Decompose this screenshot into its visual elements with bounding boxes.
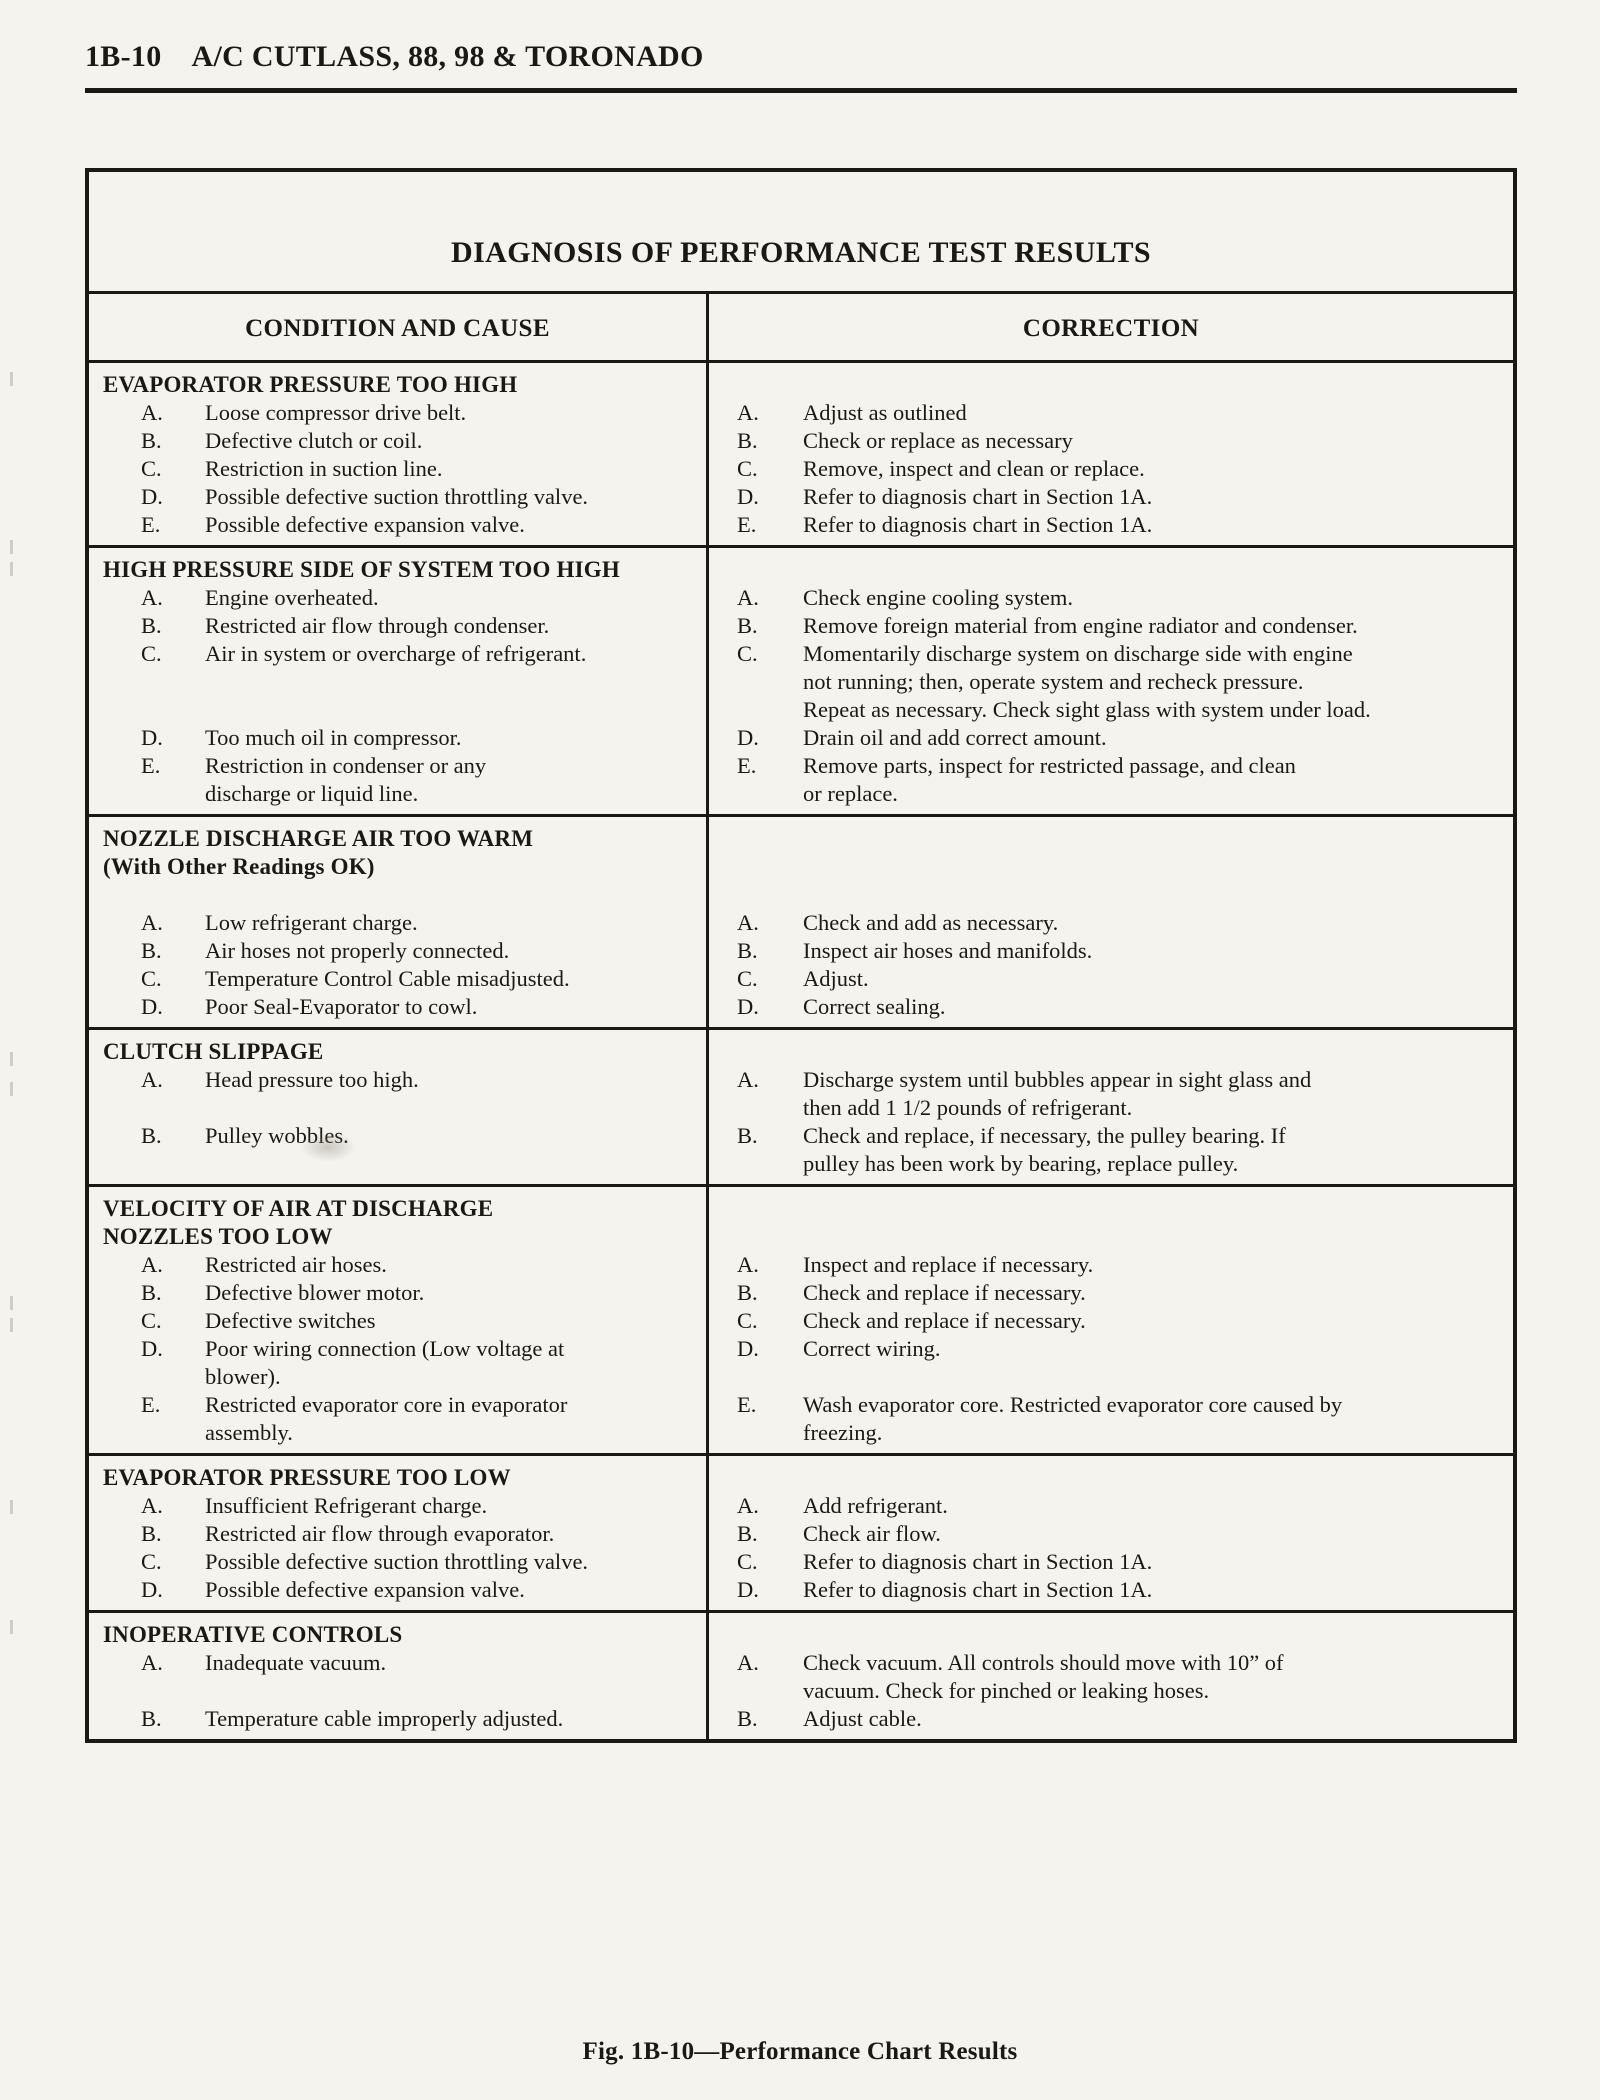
item-text: Adjust cable. <box>803 1706 922 1731</box>
item-letter: A. <box>737 910 759 935</box>
list-item <box>103 1335 700 1363</box>
item-letter: D. <box>737 1336 759 1361</box>
item-letter: B. <box>141 1280 162 1305</box>
condition-cell <box>89 817 706 1027</box>
item-text: Check air flow. <box>803 1521 941 1546</box>
spacer-line <box>709 371 1507 399</box>
item-letter: A. <box>141 1650 163 1675</box>
item-text: Repeat as necessary. Check sight glass with system under load. <box>803 697 1371 722</box>
item-text: Loose compressor drive belt. <box>205 400 467 425</box>
section-heading-text: VELOCITY OF AIR AT DISCHARGE <box>103 1196 494 1221</box>
item-text: or replace. <box>803 781 898 806</box>
correction-cell <box>706 1456 1513 1610</box>
column-header-row <box>89 294 1513 363</box>
section-heading-text: (With Other Readings OK) <box>103 854 375 879</box>
list-item <box>709 1279 1507 1307</box>
scan-artifact <box>10 372 13 386</box>
item-letter: C. <box>141 966 162 991</box>
list-item <box>709 1548 1507 1576</box>
item-letter: A. <box>737 1067 759 1092</box>
condition-cell <box>89 1613 706 1739</box>
item-text: Head pressure too high. <box>205 1067 419 1092</box>
section-heading-text: EVAPORATOR PRESSURE TOO HIGH <box>103 372 518 397</box>
table-row <box>89 548 1513 817</box>
item-text: Wash evaporator core. Restricted evaporator core caused by <box>803 1392 1343 1417</box>
item-letter: C. <box>737 641 758 666</box>
list-item <box>103 993 700 1021</box>
spacer-line <box>709 881 1507 909</box>
item-letter: B. <box>737 1706 758 1731</box>
table-title: DIAGNOSIS OF PERFORMANCE TEST RESULTS <box>89 172 1513 294</box>
item-letter: B. <box>141 1521 162 1546</box>
spacer-line <box>103 696 700 724</box>
section-heading-text: NOZZLE DISCHARGE AIR TOO WARM <box>103 826 534 851</box>
item-letter: A. <box>737 1493 759 1518</box>
section-heading <box>103 825 700 853</box>
item-letter: A. <box>141 910 163 935</box>
list-item <box>103 937 700 965</box>
list-item <box>709 1307 1507 1335</box>
item-continuation <box>709 1094 1507 1122</box>
spacer-line <box>709 1223 1507 1251</box>
list-item <box>103 965 700 993</box>
item-letter: D. <box>141 1577 163 1602</box>
item-text: Adjust as outlined <box>803 400 967 425</box>
item-text: Low refrigerant charge. <box>205 910 418 935</box>
item-letter: E. <box>141 512 161 537</box>
section-heading-text: EVAPORATOR PRESSURE TOO LOW <box>103 1465 511 1490</box>
section-heading <box>103 1195 700 1223</box>
correction-cell <box>706 1613 1513 1739</box>
section-heading <box>103 1223 700 1251</box>
item-text: Refer to diagnosis chart in Section 1A. <box>803 1577 1153 1602</box>
item-letter: B. <box>141 428 162 453</box>
condition-cell <box>89 1030 706 1184</box>
item-text: not running; then, operate system and recheck pressure. <box>803 669 1304 694</box>
item-text: vacuum. Check for pinched or leaking hoses. <box>803 1678 1210 1703</box>
item-letter: C. <box>737 966 758 991</box>
item-text: Remove foreign material from engine radiator and condenser. <box>803 613 1358 638</box>
item-text: Restricted air hoses. <box>205 1252 387 1277</box>
spacer-line <box>709 1464 1507 1492</box>
item-text: Check engine cooling system. <box>803 585 1073 610</box>
list-item <box>103 1492 700 1520</box>
item-letter: E. <box>141 753 161 778</box>
item-text: Pulley wobbles. <box>205 1123 349 1148</box>
condition-cell <box>89 1187 706 1453</box>
list-item <box>103 584 700 612</box>
correction-cell <box>706 548 1513 814</box>
section-heading <box>103 853 700 881</box>
list-item <box>709 965 1507 993</box>
item-text: Temperature Control Cable misadjusted. <box>205 966 570 991</box>
list-item <box>709 724 1507 752</box>
item-letter: B. <box>141 938 162 963</box>
list-item <box>709 584 1507 612</box>
item-text: freezing. <box>803 1420 883 1445</box>
section-heading-text: CLUTCH SLIPPAGE <box>103 1039 324 1064</box>
correction-cell <box>706 363 1513 545</box>
item-letter: B. <box>737 428 758 453</box>
item-letter: C. <box>141 1308 162 1333</box>
item-letter: B. <box>141 1123 162 1148</box>
item-text: discharge or liquid line. <box>205 781 419 806</box>
correction-cell <box>706 1187 1513 1453</box>
list-item <box>709 1122 1507 1150</box>
scan-artifact <box>10 1500 13 1514</box>
list-item <box>709 1251 1507 1279</box>
item-text: Possible defective expansion valve. <box>205 1577 525 1602</box>
condition-column-header: CONDITION AND CAUSE <box>245 315 550 342</box>
diagnosis-table <box>85 168 1517 1743</box>
item-letter: C. <box>141 1549 162 1574</box>
section-heading <box>103 371 700 399</box>
item-letter: A. <box>141 1252 163 1277</box>
scan-artifact <box>300 1132 356 1162</box>
list-item <box>103 1705 700 1733</box>
section-heading <box>103 1464 700 1492</box>
item-text: Poor Seal-Evaporator to cowl. <box>205 994 478 1019</box>
item-text: Correct wiring. <box>803 1336 941 1361</box>
spacer-line <box>103 668 700 696</box>
table-row <box>89 1187 1513 1456</box>
scan-artifact <box>10 1052 13 1066</box>
item-text: Refer to diagnosis chart in Section 1A. <box>803 512 1153 537</box>
spacer-line <box>103 881 700 909</box>
item-text: Possible defective expansion valve. <box>205 512 525 537</box>
condition-cell <box>89 548 706 814</box>
spacer-line <box>709 853 1507 881</box>
list-item <box>709 1576 1507 1604</box>
item-text: Inspect air hoses and manifolds. <box>803 938 1093 963</box>
item-text: Defective clutch or coil. <box>205 428 423 453</box>
item-letter: C. <box>737 456 758 481</box>
spacer-line <box>709 1621 1507 1649</box>
list-item <box>103 1520 700 1548</box>
item-continuation <box>103 780 700 808</box>
item-text: Engine overheated. <box>205 585 379 610</box>
item-letter: B. <box>737 1521 758 1546</box>
scan-artifact <box>10 1318 13 1332</box>
item-text: Restricted air flow through evaporator. <box>205 1521 555 1546</box>
spacer-line <box>709 825 1507 853</box>
item-continuation <box>709 780 1507 808</box>
item-continuation <box>709 1150 1507 1178</box>
item-letter: B. <box>141 1706 162 1731</box>
item-continuation <box>709 1419 1507 1447</box>
item-text: Check and replace, if necessary, the pulley bearing. If <box>803 1123 1286 1148</box>
item-text: Too much oil in compressor. <box>205 725 462 750</box>
spacer-line <box>709 1195 1507 1223</box>
item-text: Restriction in suction line. <box>205 456 443 481</box>
section-heading <box>103 556 700 584</box>
list-item <box>103 399 700 427</box>
table-body <box>89 363 1513 1739</box>
item-letter: B. <box>141 613 162 638</box>
list-item <box>103 1122 700 1150</box>
header-rule <box>85 88 1517 93</box>
list-item <box>103 511 700 539</box>
list-item <box>103 483 700 511</box>
item-text: Possible defective suction throttling valve. <box>205 484 589 509</box>
correction-column-header: CORRECTION <box>706 294 1513 360</box>
list-item <box>709 1520 1507 1548</box>
list-item <box>103 752 700 780</box>
scan-artifact <box>10 540 13 554</box>
list-item <box>709 1492 1507 1520</box>
list-item <box>709 1335 1507 1363</box>
table-row <box>89 817 1513 1030</box>
list-item <box>709 1066 1507 1094</box>
item-text: assembly. <box>205 1420 293 1445</box>
item-letter: C. <box>737 1549 758 1574</box>
list-item <box>103 1251 700 1279</box>
item-text: Temperature cable improperly adjusted. <box>205 1706 564 1731</box>
list-item <box>103 1391 700 1419</box>
spacer-line <box>709 1363 1507 1391</box>
item-continuation <box>103 1419 700 1447</box>
spacer-line <box>709 1038 1507 1066</box>
list-item <box>709 993 1507 1021</box>
item-letter: E. <box>737 512 757 537</box>
item-text: Air in system or overcharge of refrigerant. <box>205 641 587 666</box>
section-heading <box>103 1038 700 1066</box>
scan-artifact <box>10 1296 13 1310</box>
figure-caption: Fig. 1B-10—Performance Chart Results <box>582 2038 1018 2065</box>
table-row <box>89 363 1513 548</box>
item-text: Poor wiring connection (Low voltage at <box>205 1336 565 1361</box>
list-item <box>103 1307 700 1335</box>
list-item <box>709 1705 1507 1733</box>
page-number: 1B-10 <box>85 40 162 73</box>
item-text: Inspect and replace if necessary. <box>803 1252 1094 1277</box>
item-text: Correct sealing. <box>803 994 946 1019</box>
item-text: Defective blower motor. <box>205 1280 425 1305</box>
list-item <box>103 455 700 483</box>
table-row <box>89 1456 1513 1613</box>
list-item <box>709 1391 1507 1419</box>
item-letter: D. <box>737 725 759 750</box>
item-letter: D. <box>737 994 759 1019</box>
item-text: Check vacuum. All controls should move with 10” of <box>803 1650 1284 1675</box>
item-text: Momentarily discharge system on discharge side with engine <box>803 641 1353 666</box>
table-row <box>89 1613 1513 1739</box>
list-item <box>103 640 700 668</box>
item-text: Remove, inspect and clean or replace. <box>803 456 1145 481</box>
item-letter: A. <box>737 1252 759 1277</box>
item-text: Restricted evaporator core in evaporator <box>205 1392 568 1417</box>
item-text: then add 1 1/2 pounds of refrigerant. <box>803 1095 1133 1120</box>
item-text: Restriction in condenser or any <box>205 753 487 778</box>
item-continuation <box>709 696 1507 724</box>
list-item <box>709 640 1507 668</box>
item-text: blower). <box>205 1364 281 1389</box>
list-item <box>103 1066 700 1094</box>
page-title: A/C CUTLASS, 88, 98 & TORONADO <box>191 40 704 73</box>
item-text: Adjust. <box>803 966 869 991</box>
item-text: Check or replace as necessary <box>803 428 1073 453</box>
item-letter: D. <box>141 1336 163 1361</box>
item-text: Drain oil and add correct amount. <box>803 725 1107 750</box>
item-letter: B. <box>737 938 758 963</box>
item-letter: B. <box>737 1280 758 1305</box>
list-item <box>103 724 700 752</box>
item-text: Remove parts, inspect for restricted passage, and clean <box>803 753 1296 778</box>
list-item <box>709 455 1507 483</box>
condition-cell <box>89 363 706 545</box>
section-heading-text: INOPERATIVE CONTROLS <box>103 1622 403 1647</box>
section-heading <box>103 1621 700 1649</box>
item-letter: D. <box>141 994 163 1019</box>
item-letter: A. <box>141 585 163 610</box>
item-text: Check and add as necessary. <box>803 910 1059 935</box>
spacer-line <box>709 556 1507 584</box>
section-heading-text: HIGH PRESSURE SIDE OF SYSTEM TOO HIGH <box>103 557 620 582</box>
item-continuation <box>709 1677 1507 1705</box>
item-text: Insufficient Refrigerant charge. <box>205 1493 488 1518</box>
scan-artifact <box>10 1082 13 1096</box>
item-letter: B. <box>737 1123 758 1148</box>
list-item <box>709 511 1507 539</box>
item-text: Possible defective suction throttling valve. <box>205 1549 589 1574</box>
item-letter: A. <box>141 1493 163 1518</box>
item-letter: C. <box>141 641 162 666</box>
item-letter: A. <box>737 400 759 425</box>
item-letter: C. <box>141 456 162 481</box>
list-item <box>103 612 700 640</box>
item-letter: D. <box>141 725 163 750</box>
list-item <box>709 483 1507 511</box>
item-letter: A. <box>737 1650 759 1675</box>
correction-cell <box>706 1030 1513 1184</box>
list-item <box>103 909 700 937</box>
list-item <box>709 612 1507 640</box>
table-row <box>89 1030 1513 1187</box>
list-item <box>709 937 1507 965</box>
item-letter: B. <box>737 613 758 638</box>
item-letter: A. <box>141 400 163 425</box>
section-heading-text: NOZZLES TOO LOW <box>103 1224 333 1249</box>
item-letter: D. <box>737 1577 759 1602</box>
item-text: Defective switches <box>205 1308 376 1333</box>
item-letter: E. <box>737 1392 757 1417</box>
item-letter: E. <box>737 753 757 778</box>
list-item <box>709 427 1507 455</box>
list-item <box>709 752 1507 780</box>
item-text: Discharge system until bubbles appear in sight glass and <box>803 1067 1312 1092</box>
spacer-line <box>103 1094 700 1122</box>
list-item <box>103 1279 700 1307</box>
list-item <box>709 909 1507 937</box>
item-letter: A. <box>141 1067 163 1092</box>
list-item <box>103 1576 700 1604</box>
item-text: Check and replace if necessary. <box>803 1308 1086 1333</box>
list-item <box>709 399 1507 427</box>
item-text: Air hoses not properly connected. <box>205 938 510 963</box>
spacer-line <box>103 1677 700 1705</box>
list-item <box>103 1548 700 1576</box>
item-text: Refer to diagnosis chart in Section 1A. <box>803 1549 1153 1574</box>
condition-cell <box>89 1456 706 1610</box>
item-continuation <box>103 1363 700 1391</box>
item-letter: A. <box>737 585 759 610</box>
item-text: Add refrigerant. <box>803 1493 948 1518</box>
page-header <box>85 40 704 74</box>
list-item <box>103 427 700 455</box>
item-text: Inadequate vacuum. <box>205 1650 387 1675</box>
list-item <box>709 1649 1507 1677</box>
item-text: Check and replace if necessary. <box>803 1280 1086 1305</box>
item-continuation <box>709 668 1507 696</box>
scan-artifact <box>10 1620 13 1634</box>
item-text: pulley has been work by bearing, replace pulley. <box>803 1151 1239 1176</box>
item-letter: D. <box>141 484 163 509</box>
correction-cell <box>706 817 1513 1027</box>
list-item <box>103 1649 700 1677</box>
item-letter: D. <box>737 484 759 509</box>
scan-artifact <box>10 562 13 576</box>
item-letter: C. <box>737 1308 758 1333</box>
item-letter: E. <box>141 1392 161 1417</box>
item-text: Refer to diagnosis chart in Section 1A. <box>803 484 1153 509</box>
item-text: Restricted air flow through condenser. <box>205 613 550 638</box>
